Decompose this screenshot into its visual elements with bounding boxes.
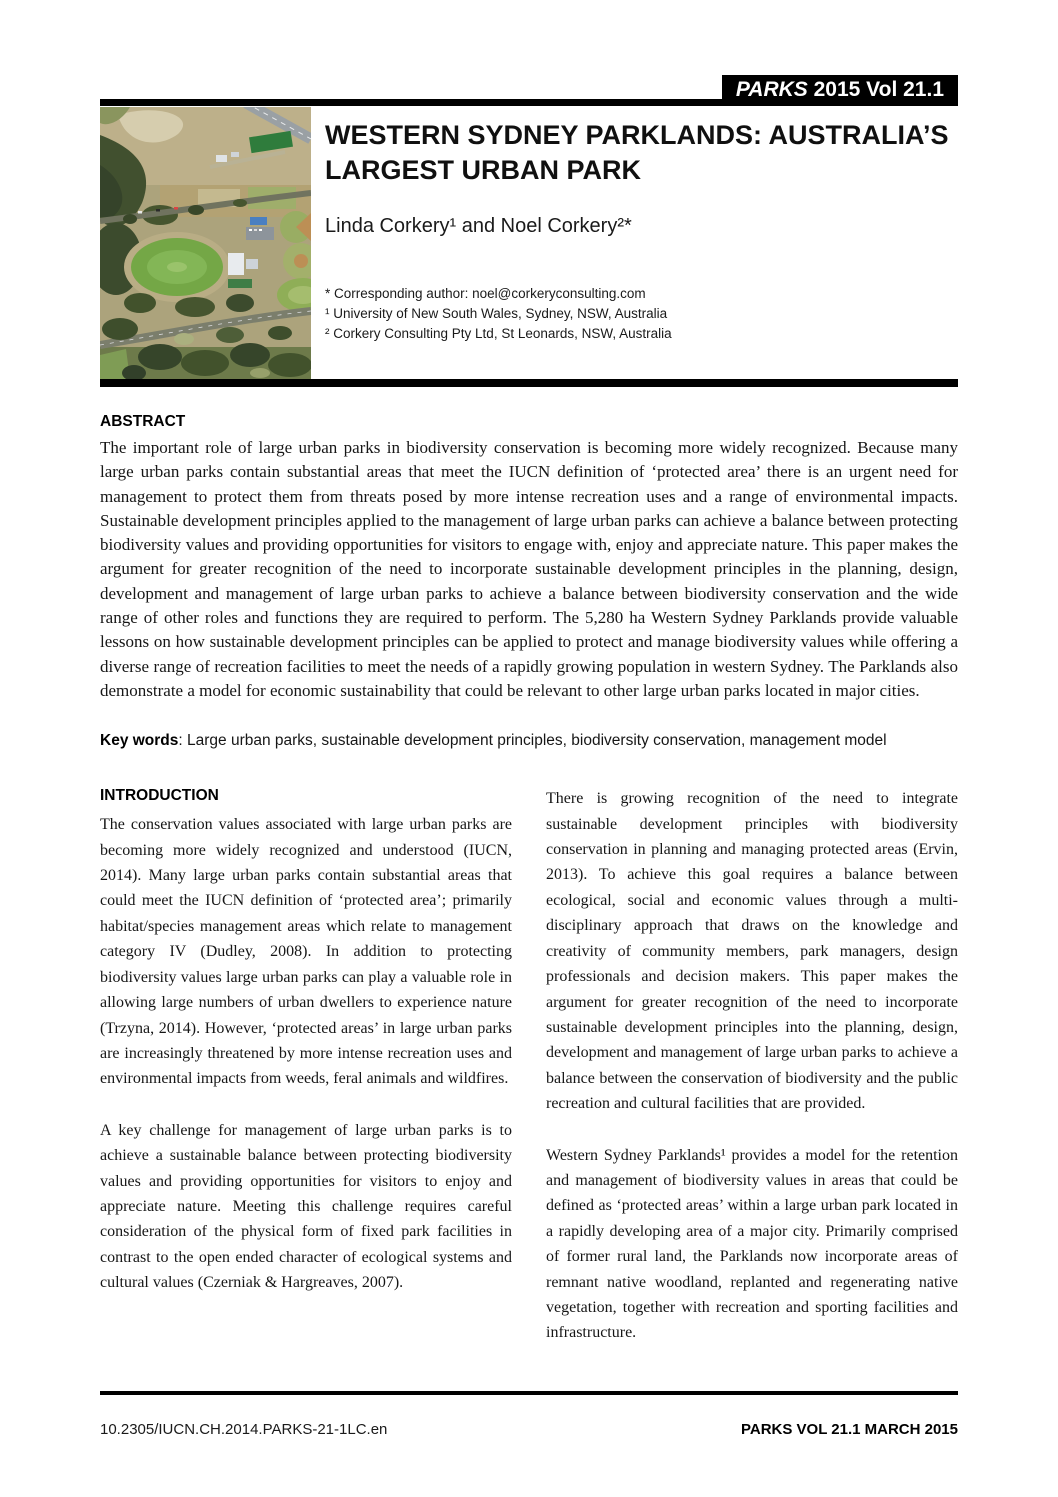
aerial-photo bbox=[100, 107, 311, 379]
masthead-badge bbox=[722, 75, 958, 106]
intro-right-paragraph-2: Western Sydney Parklands¹ provides a model for the retention and management of biodiversity values in areas that could be defined as ‘protected areas’ within a large urban park located in a rapidly developing area of a major city. Primarily comprised of former rural land, the Parklands now incorporate areas of remnant native woodland, replanted and regenerating native vegetation, together with recreation and sporting facilities and infrastructure. bbox=[546, 1146, 958, 1342]
header-rule bbox=[100, 379, 958, 387]
footer-row bbox=[100, 1421, 958, 1438]
intro-heading: INTRODUCTION bbox=[100, 787, 219, 805]
footer-issue-text: PARKS VOL 21.1 MARCH 2015 bbox=[740, 1421, 958, 1438]
corresponding-author-note: * Corresponding author: noel@corkeryconsulting.com bbox=[325, 286, 646, 301]
intro-columns bbox=[100, 786, 958, 1346]
intro-left-column bbox=[100, 786, 512, 1346]
doi-text: 10.2305/IUCN.CH.2014.PARKS-21-1LC.en bbox=[100, 1421, 388, 1438]
abstract-text: The important role of large urban parks in biodiversity conservation is becoming more widely recognized. Because many large urban parks contain substantial areas that meet the IUCN definition of ‘protected area’ there is an urgent need for management to protect them from threats posed by more intense recreation uses and a range of environmental impacts. Sustainable development principles applied to the management of large urban parks can achieve a balance between protecting biodiversity values and providing opportunities for visitors to engage with, enjoy and appreciate nature. This paper makes the argument for greater recognition of the need to incorporate sustainable development principles in the planning, design, development and management of large urban parks to achieve a balance between biodiversity conservation and the wide range of other roles and functions they are required to perform. The 5,280 ha Western Sydney Parklands provide valuable lessons on how sustainable development principles can be applied to protect and manage biodiversity values while offering a diverse range of recreation facilities to meet the needs of a rapidly growing population in western Sydney. The Parklands also demonstrate a model for economic sustainability that could be relevant to other large urban parks located in major cities. bbox=[100, 438, 958, 700]
page-footer bbox=[100, 1391, 958, 1438]
keywords-line bbox=[100, 732, 958, 750]
footer-rule bbox=[100, 1391, 958, 1395]
keywords-text: : Large urban parks, sustainable development principles, biodiversity conservation, management model bbox=[178, 732, 887, 750]
affiliation-1: ¹ University of New South Wales, Sydney, NSW, Australia bbox=[325, 306, 668, 321]
intro-left-paragraph-2: A key challenge for management of large urban parks is to achieve a sustainable balance between protecting biodiversity values and providing opportunities for visitors to enjoy and appreciate nature. Meeting this challenge requires careful consideration of the physical form of fixed park facilities in contrast to the open ended character of ecological systems and cultural values (Czerniak & Hargreaves, 2007). bbox=[100, 1121, 512, 1292]
masthead-row bbox=[100, 75, 958, 106]
affiliation-2: ² Corkery Consulting Pty Ltd, St Leonards, NSW, Australia bbox=[325, 326, 672, 341]
journal-name: PARKS bbox=[735, 78, 808, 101]
article-title: WESTERN SYDNEY PARKLANDS: AUSTRALIA’S LARGEST URBAN PARK bbox=[325, 120, 949, 185]
affiliations-block bbox=[325, 284, 958, 344]
abstract-heading: ABSTRACT bbox=[100, 413, 186, 430]
intro-left-paragraph-1: The conservation values associated with large urban parks are becoming more widely recognized and understood (IUCN, 2014). Many large urban parks contain substantial areas that could meet the IUCN definition of ‘protected area’; primarily habitat/species management areas which relate to management category IV (Dudley, 2008). In addition to protecting biodiversity values large urban parks can play a valuable role in allowing large numbers of urban dwellers to experience nature (Trzyna, 2014). However, ‘protected areas’ in large urban parks are increasingly threatened by more intense recreation uses and environmental impacts from weeds, feral animals and wildfires. bbox=[100, 816, 512, 1088]
keywords-label: Key words bbox=[100, 732, 179, 750]
top-rule bbox=[100, 99, 722, 106]
header-text-block bbox=[325, 107, 958, 379]
issue-label: 2015 Vol 21.1 bbox=[807, 78, 944, 101]
article-header bbox=[100, 107, 958, 379]
authors-line: Linda Corkery¹ and Noel Corkery²* bbox=[325, 215, 632, 237]
intro-right-column bbox=[546, 786, 958, 1346]
page-content bbox=[100, 0, 958, 1346]
intro-right-paragraph-1: There is growing recognition of the need to integrate sustainable development principles with biodiversity conservation in planning and managing protected areas (Ervin, 2013). To achieve this goal requires a balance between ecological, social and economic values through a multi-disciplinary approach that draws on the knowledge and creativity of community members, park managers, design professionals and decision makers. This paper makes the argument for greater recognition of the need to incorporate sustainable development principles into the planning, design, development and management of large urban parks to achieve a balance between the conservation of biodiversity and the public recreation and cultural facilities that are provided. bbox=[546, 790, 958, 1113]
